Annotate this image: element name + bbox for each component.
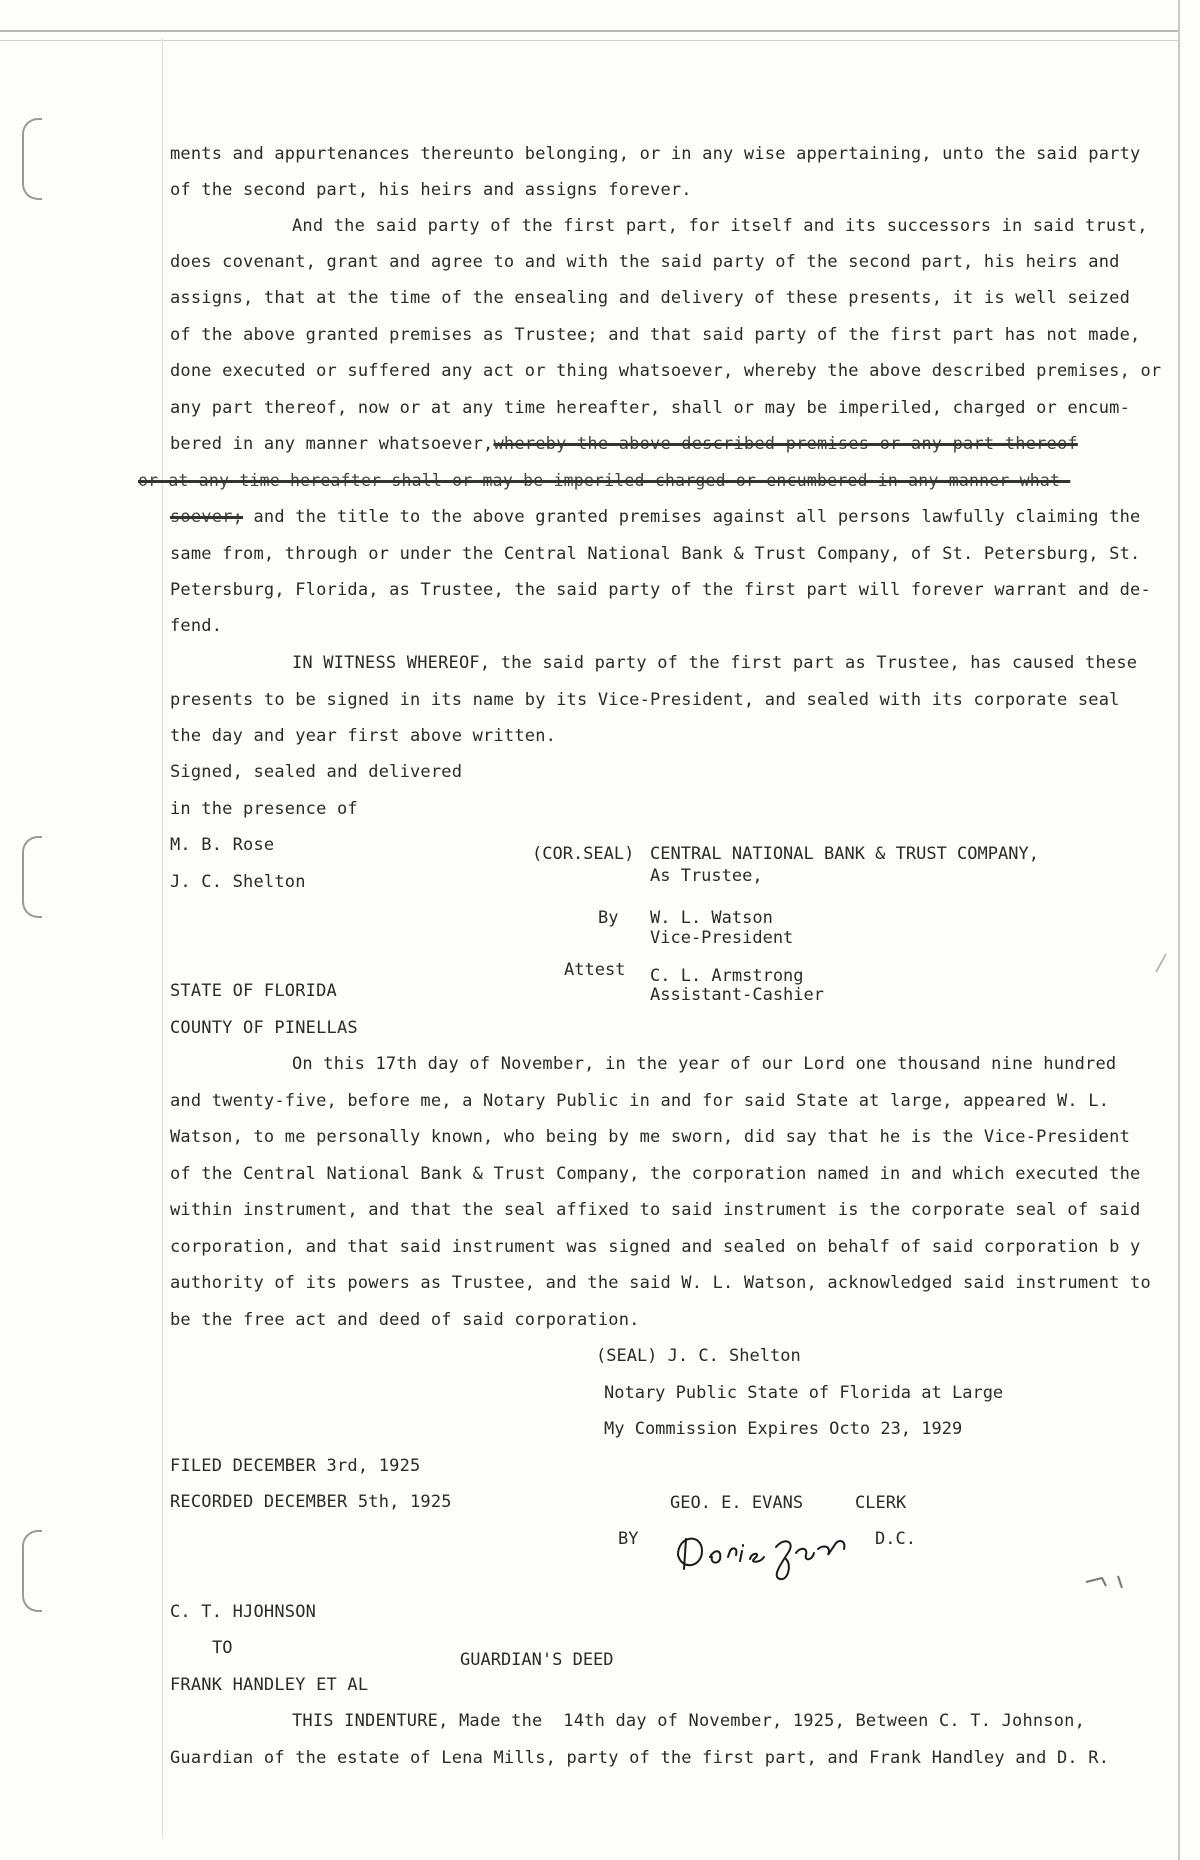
company-name: CENTRAL NATIONAL BANK & TRUST COMPANY, bbox=[650, 844, 1039, 864]
acknowledgment-line: Watson, to me personally known, who being by me sworn, did say that he is the Vice-President bbox=[170, 1127, 1131, 1147]
notary-commission: My Commission Expires Octo 23, 1929 bbox=[604, 1419, 963, 1439]
filed-date: FILED DECEMBER 3rd, 1925 bbox=[170, 1456, 421, 1476]
acknowledgment-line: corporation, and that said instrument was signed and sealed on behalf of said corporation b y bbox=[170, 1237, 1141, 1257]
acknowledgment-line: and twenty-five, before me, a Notary Public in and for said State at large, appeared W. L. bbox=[170, 1091, 1110, 1111]
witness-name: M. B. Rose bbox=[170, 835, 275, 855]
acknowledgment-line: On this 17th day of November, in the year of our Lord one thousand nine hundred bbox=[292, 1054, 1117, 1074]
deputy-clerk-signature bbox=[672, 1525, 852, 1581]
deputy-clerk-label: D.C. bbox=[875, 1529, 916, 1549]
binder-punch-hole-middle bbox=[22, 836, 42, 918]
indenture-line: Guardian of the estate of Lena Mills, party of the first part, and Frank Handley and D. R. bbox=[170, 1748, 1110, 1768]
acknowledgment-line: authority of its powers as Trustee, and the said W. L. Watson, acknowledged said instrument to bbox=[170, 1273, 1151, 1293]
struck-text: soever; bbox=[170, 507, 244, 527]
binder-punch-hole-top bbox=[22, 118, 42, 200]
acknowledgment-line: of the Central National Bank & Trust Company, the corporation named in and which executed the bbox=[170, 1164, 1141, 1184]
attest-title: Assistant-Cashier bbox=[650, 985, 824, 1005]
binder-punch-hole-bottom bbox=[22, 1530, 42, 1612]
page-top-rule bbox=[0, 30, 1180, 41]
body-line-with-strikeout bbox=[170, 434, 1078, 454]
body-line: done executed or suffered any act or thing whatsoever, whereby the above described premises, or bbox=[170, 361, 1162, 381]
body-line: in the presence of bbox=[170, 799, 358, 819]
body-line: any part thereof, now or at any time hereafter, shall or may be imperiled, charged or encum- bbox=[170, 398, 1131, 418]
body-line-with-strikeout bbox=[170, 507, 1140, 527]
struck-text: or at any time hereafter shall or may be imperiled charged or encumbered in any manner what- bbox=[138, 471, 1071, 490]
company-capacity: As Trustee, bbox=[650, 866, 763, 886]
recorded-date: RECORDED DECEMBER 5th, 1925 bbox=[170, 1492, 452, 1512]
body-line: presents to be signed in its name by its Vice-President, and sealed with its corporate seal bbox=[170, 690, 1120, 710]
body-line: fend. bbox=[170, 616, 223, 636]
body-line: And the said party of the first part, for itself and its successors in said trust, bbox=[292, 216, 1148, 236]
body-line: of the second part, his heirs and assigns forever. bbox=[170, 180, 692, 200]
witness-name: J. C. Shelton bbox=[170, 872, 306, 892]
corporate-seal-label: (COR.SEAL) bbox=[532, 844, 635, 864]
attest-name: C. L. Armstrong bbox=[650, 966, 804, 986]
body-line: same from, through or under the Central National Bank & Trust Company, of St. Petersburg, St. bbox=[170, 544, 1141, 564]
body-line: assigns, that at the time of the ensealing and delivery of these presents, it is well seized bbox=[170, 288, 1131, 308]
page-right-edge bbox=[1178, 0, 1180, 1860]
body-line: Petersburg, Florida, as Trustee, the said party of the first part will forever warrant and de- bbox=[170, 580, 1151, 600]
ink-smudge bbox=[1082, 1572, 1132, 1592]
body-line-text: and the title to the above granted premises against all persons lawfully claiming the bbox=[253, 507, 1141, 527]
deed-type: GUARDIAN'S DEED bbox=[460, 1650, 614, 1670]
struck-text: whereby the above described premises or any part thereof bbox=[493, 434, 1078, 454]
ink-speck bbox=[1152, 950, 1170, 976]
body-line: of the above granted premises as Trustee; and that said party of the first part has not made, bbox=[170, 325, 1141, 345]
body-line: ments and appurtenances thereunto belonging, or in any wise appertaining, unto the said party bbox=[170, 144, 1141, 164]
clerk-title: CLERK bbox=[855, 1493, 907, 1513]
body-line: Signed, sealed and delivered bbox=[170, 762, 463, 782]
left-margin-line bbox=[162, 38, 163, 1838]
indenture-line: THIS INDENTURE, Made the 14th day of November, 1925, Between C. T. Johnson, bbox=[292, 1711, 1086, 1731]
acknowledgment-line: within instrument, and that the seal affixed to said instrument is the corporate seal of said bbox=[170, 1200, 1141, 1220]
body-line-text: bered in any manner whatsoever, bbox=[170, 434, 494, 454]
grantor-name: C. T. HJOHNSON bbox=[170, 1602, 317, 1622]
body-line: the day and year first above written. bbox=[170, 726, 557, 746]
by-label: By bbox=[598, 908, 619, 928]
notary-seal-signature: (SEAL) J. C. Shelton bbox=[596, 1346, 801, 1366]
by-label: BY bbox=[618, 1529, 639, 1549]
to-label: TO bbox=[212, 1638, 233, 1658]
acknowledgment-line: be the free act and deed of said corporation. bbox=[170, 1310, 640, 1330]
clerk-name: GEO. E. EVANS bbox=[670, 1493, 804, 1513]
attest-label: Attest bbox=[564, 960, 626, 980]
grantee-name: FRANK HANDLEY ET AL bbox=[170, 1675, 369, 1695]
body-line: IN WITNESS WHEREOF, the said party of the first part as Trustee, has caused these bbox=[292, 653, 1138, 673]
notary-title: Notary Public State of Florida at Large bbox=[604, 1383, 1004, 1403]
body-line: does covenant, grant and agree to and with the said party of the second part, his heirs and bbox=[170, 252, 1120, 272]
signer-name: W. L. Watson bbox=[650, 908, 773, 928]
venue-state: STATE OF FLORIDA bbox=[170, 981, 337, 1001]
venue-county: COUNTY OF PINELLAS bbox=[170, 1018, 358, 1038]
signer-title: Vice-President bbox=[650, 928, 794, 948]
